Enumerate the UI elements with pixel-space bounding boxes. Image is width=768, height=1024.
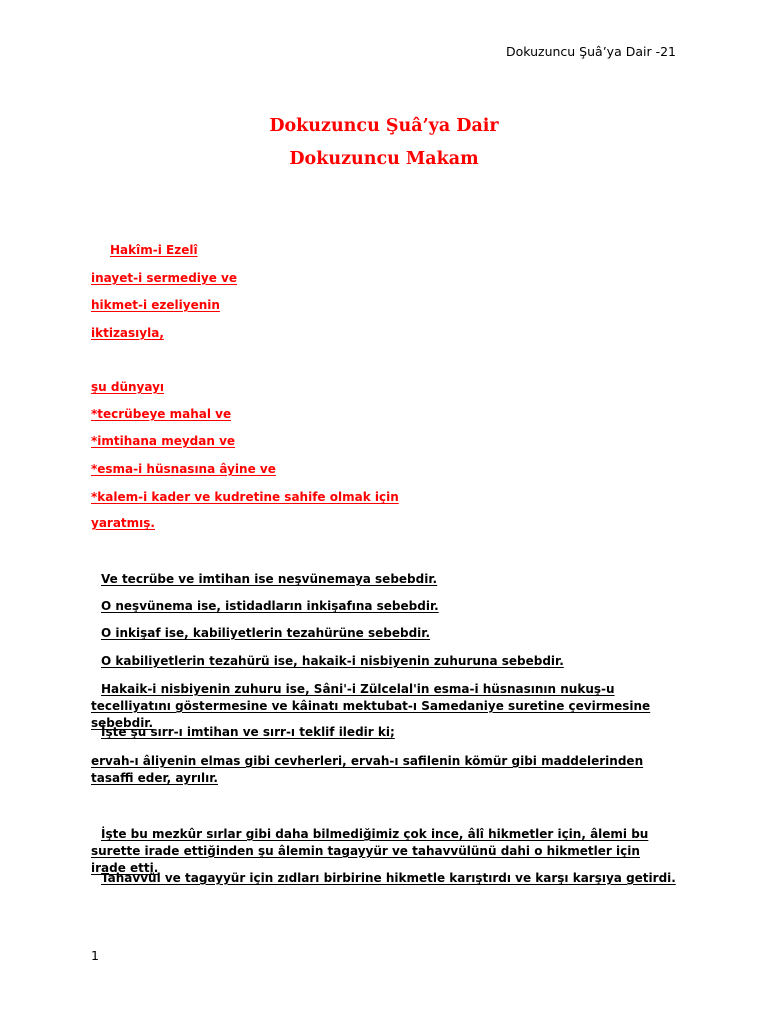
red-line-1: Hakîm-i Ezelî (110, 243, 198, 257)
text-line-4: O kabiliyetlerin tezahürü ise, hakaik-i nisbiyenin zuhuruna sebebdir. (101, 654, 564, 668)
page-number: 1 (91, 948, 99, 963)
text-line-1: Ve tecrübe ve imtihan ise neşvünemaya sebebdir. (101, 572, 438, 586)
red-line-4: iktizasıyla, (91, 326, 164, 340)
red-line-2: inayet-i sermediye ve (91, 271, 237, 285)
red-line-10: yaratmış. (91, 516, 155, 530)
red-line-3: hikmet-i ezeliyenin (91, 298, 220, 312)
red-line-7: *imtihana meydan ve (91, 434, 236, 448)
red-line-6: *tecrübeye mahal ve (91, 407, 232, 421)
document-subtitle: Dokuzuncu Makam (289, 149, 479, 169)
text-paragraph-5: Hakaik-i nisbiyenin zuhuru ise, Sâni'-i Zülcelal'in esma-i hüsnasının nukuş-u tecelliyatını göstermesine ve kâinatı mektubat-ı Samedaniye suretine çevirmesine sebebdir. (91, 682, 651, 730)
document-title: Dokuzuncu Şuâ’ya Dair (269, 116, 499, 136)
text-paragraph-8: İşte bu mezkûr sırlar gibi daha bilmediğimiz çok ince, âlî hikmetler için, âlemi bu surette irade ettiğinden şu âlemin tagayyür ve tahavvülünü dahi o hikmetler için irade etti. (91, 827, 649, 875)
red-line-9: *kalem-i kader ve kudretine sahife olmak için (91, 490, 399, 504)
text-line-3: O inkişaf ise, kabiliyetlerin tezahürüne sebebdir. (101, 626, 431, 640)
red-line-8: *esma-i hüsnasına âyine ve (91, 462, 276, 476)
text-line-2: O neşvünema ise, istidadların inkişafına sebebdir. (101, 599, 439, 613)
text-line-9: Tahavvül ve tagayyür için zıdları birbirine hikmetle karıştırdı ve karşı karşıya getirdi. (101, 871, 676, 885)
page-header: Dokuzuncu Şuâ’ya Dair -21 (505, 44, 676, 59)
text-paragraph-7: ervah-ı âliyenin elmas gibi cevherleri, ervah-ı safilenin kömür gibi maddelerinden tasaffi eder, ayrılır. (91, 754, 644, 785)
text-line-6: İşte şu sırr-ı imtihan ve sırr-ı teklif iledir ki; (101, 725, 395, 739)
red-line-5: şu dünyayı (91, 380, 165, 394)
